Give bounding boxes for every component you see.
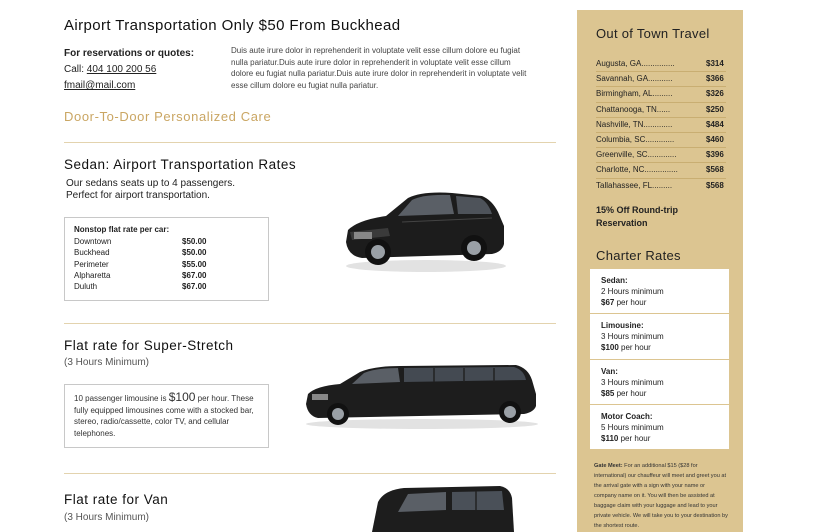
divider xyxy=(64,142,556,143)
list-item: Augusta, GA............... $314 xyxy=(596,57,726,72)
gate-meet-info: Gate Meet: For an additional $15 ($28 for international) our chauffeur will meet and greet you at the arrival gate with a sign with your name or company name on it. You will then be assisted at baggage claim with your luggage and lead to your private vehicle. We will take you to your destination by the shortest route. xyxy=(594,463,728,529)
van-image xyxy=(354,484,524,532)
reservations-label: For reservations or quotes: xyxy=(64,48,195,59)
divider xyxy=(64,473,556,474)
limousine-image xyxy=(304,360,540,432)
intro-paragraph: Duis aute irure dolor in reprehenderit in voluptate velit esse cillum dolore eu fugiat nulla pariatur.Duis aute irure dolor in reprehenderit in voluptate velit esse cillum dolore eu fugiat nulla pariatur.Duis aute irure dolor in reprehenderit in voluptate velit esse cillum dolore eu fugiat nulla pariatur. xyxy=(231,46,527,90)
destination-list xyxy=(596,57,726,194)
rate-row: Perimeter $55.00 xyxy=(74,259,207,269)
sedan-capacity-text: Our sedans seats up to 4 passengers. xyxy=(66,178,235,189)
charter-card-sedan: Sedan: 2 Hours minimum $67 per hour xyxy=(590,269,729,313)
call-prefix: Call: xyxy=(64,64,87,75)
list-item: Birmingham, AL......... $326 xyxy=(596,87,726,102)
rate-row: Alpharetta $67.00 xyxy=(74,270,207,280)
stretch-description-box: 10 passenger limousine is $100 per hour. These fully equipped limousines come with a stocked bar, stereo, radio/cassette, color TV, and cellular telephones. xyxy=(64,384,269,448)
reservation-info xyxy=(64,46,194,94)
list-item: Columbia, SC............. $460 xyxy=(596,133,726,148)
list-item: Chattanooga, TN...... $250 xyxy=(596,103,726,118)
van-section-title: Flat rate for Van xyxy=(64,492,169,507)
charter-rates-title: Charter Rates xyxy=(596,248,681,263)
stretch-section-title: Flat rate for Super-Stretch xyxy=(64,338,234,353)
out-of-town-title: Out of Town Travel xyxy=(596,26,710,41)
list-item: Tallahassee, FL......... $568 xyxy=(596,180,724,190)
charter-card-motor-coach: Motor Coach: 5 Hours minimum $110 per hour xyxy=(590,405,729,449)
round-trip-promo: 15% Off Round-trip Reservation xyxy=(596,205,678,228)
charter-card-limousine: Limousine: 3 Hours minimum $100 per hour xyxy=(590,314,729,358)
email-link[interactable]: fmail@mail.com xyxy=(64,80,136,91)
sidebar xyxy=(577,10,743,532)
list-item: Greenville, SC............. $396 xyxy=(596,148,726,163)
sedan-section-title: Sedan: Airport Transportation Rates xyxy=(64,157,297,172)
phone-link[interactable]: 404 100 200 56 xyxy=(86,64,157,75)
sedan-rates-box xyxy=(64,217,269,301)
charter-rates-list xyxy=(590,269,729,450)
sedan-purpose-text: Perfect for airport transportation. xyxy=(66,190,210,201)
page-title: Airport Transportation Only $50 From Buckhead xyxy=(64,17,401,34)
list-item: Nashville, TN............. $484 xyxy=(596,118,726,133)
rate-row: Buckhead $50.00 xyxy=(74,248,207,258)
tagline: Door-To-Door Personalized Care xyxy=(64,109,272,124)
van-minimum: (3 Hours Minimum) xyxy=(64,512,150,523)
list-item: Charlotte, NC............... $568 xyxy=(596,163,726,178)
list-item: Savannah, GA........... $366 xyxy=(596,72,726,87)
rate-row: Duluth $67.00 xyxy=(74,282,207,292)
charter-card-van: Van: 3 Hours minimum $85 per hour xyxy=(590,360,729,404)
rate-row: Downtown $50.00 xyxy=(74,237,207,246)
divider xyxy=(64,323,556,324)
stretch-minimum: (3 Hours Minimum) xyxy=(64,357,150,368)
stretch-price: $100 xyxy=(168,390,196,404)
sedan-rates-heading: Nonstop flat rate per car: xyxy=(74,225,170,234)
sedan-car-image xyxy=(342,186,508,274)
phone-line xyxy=(64,62,194,78)
